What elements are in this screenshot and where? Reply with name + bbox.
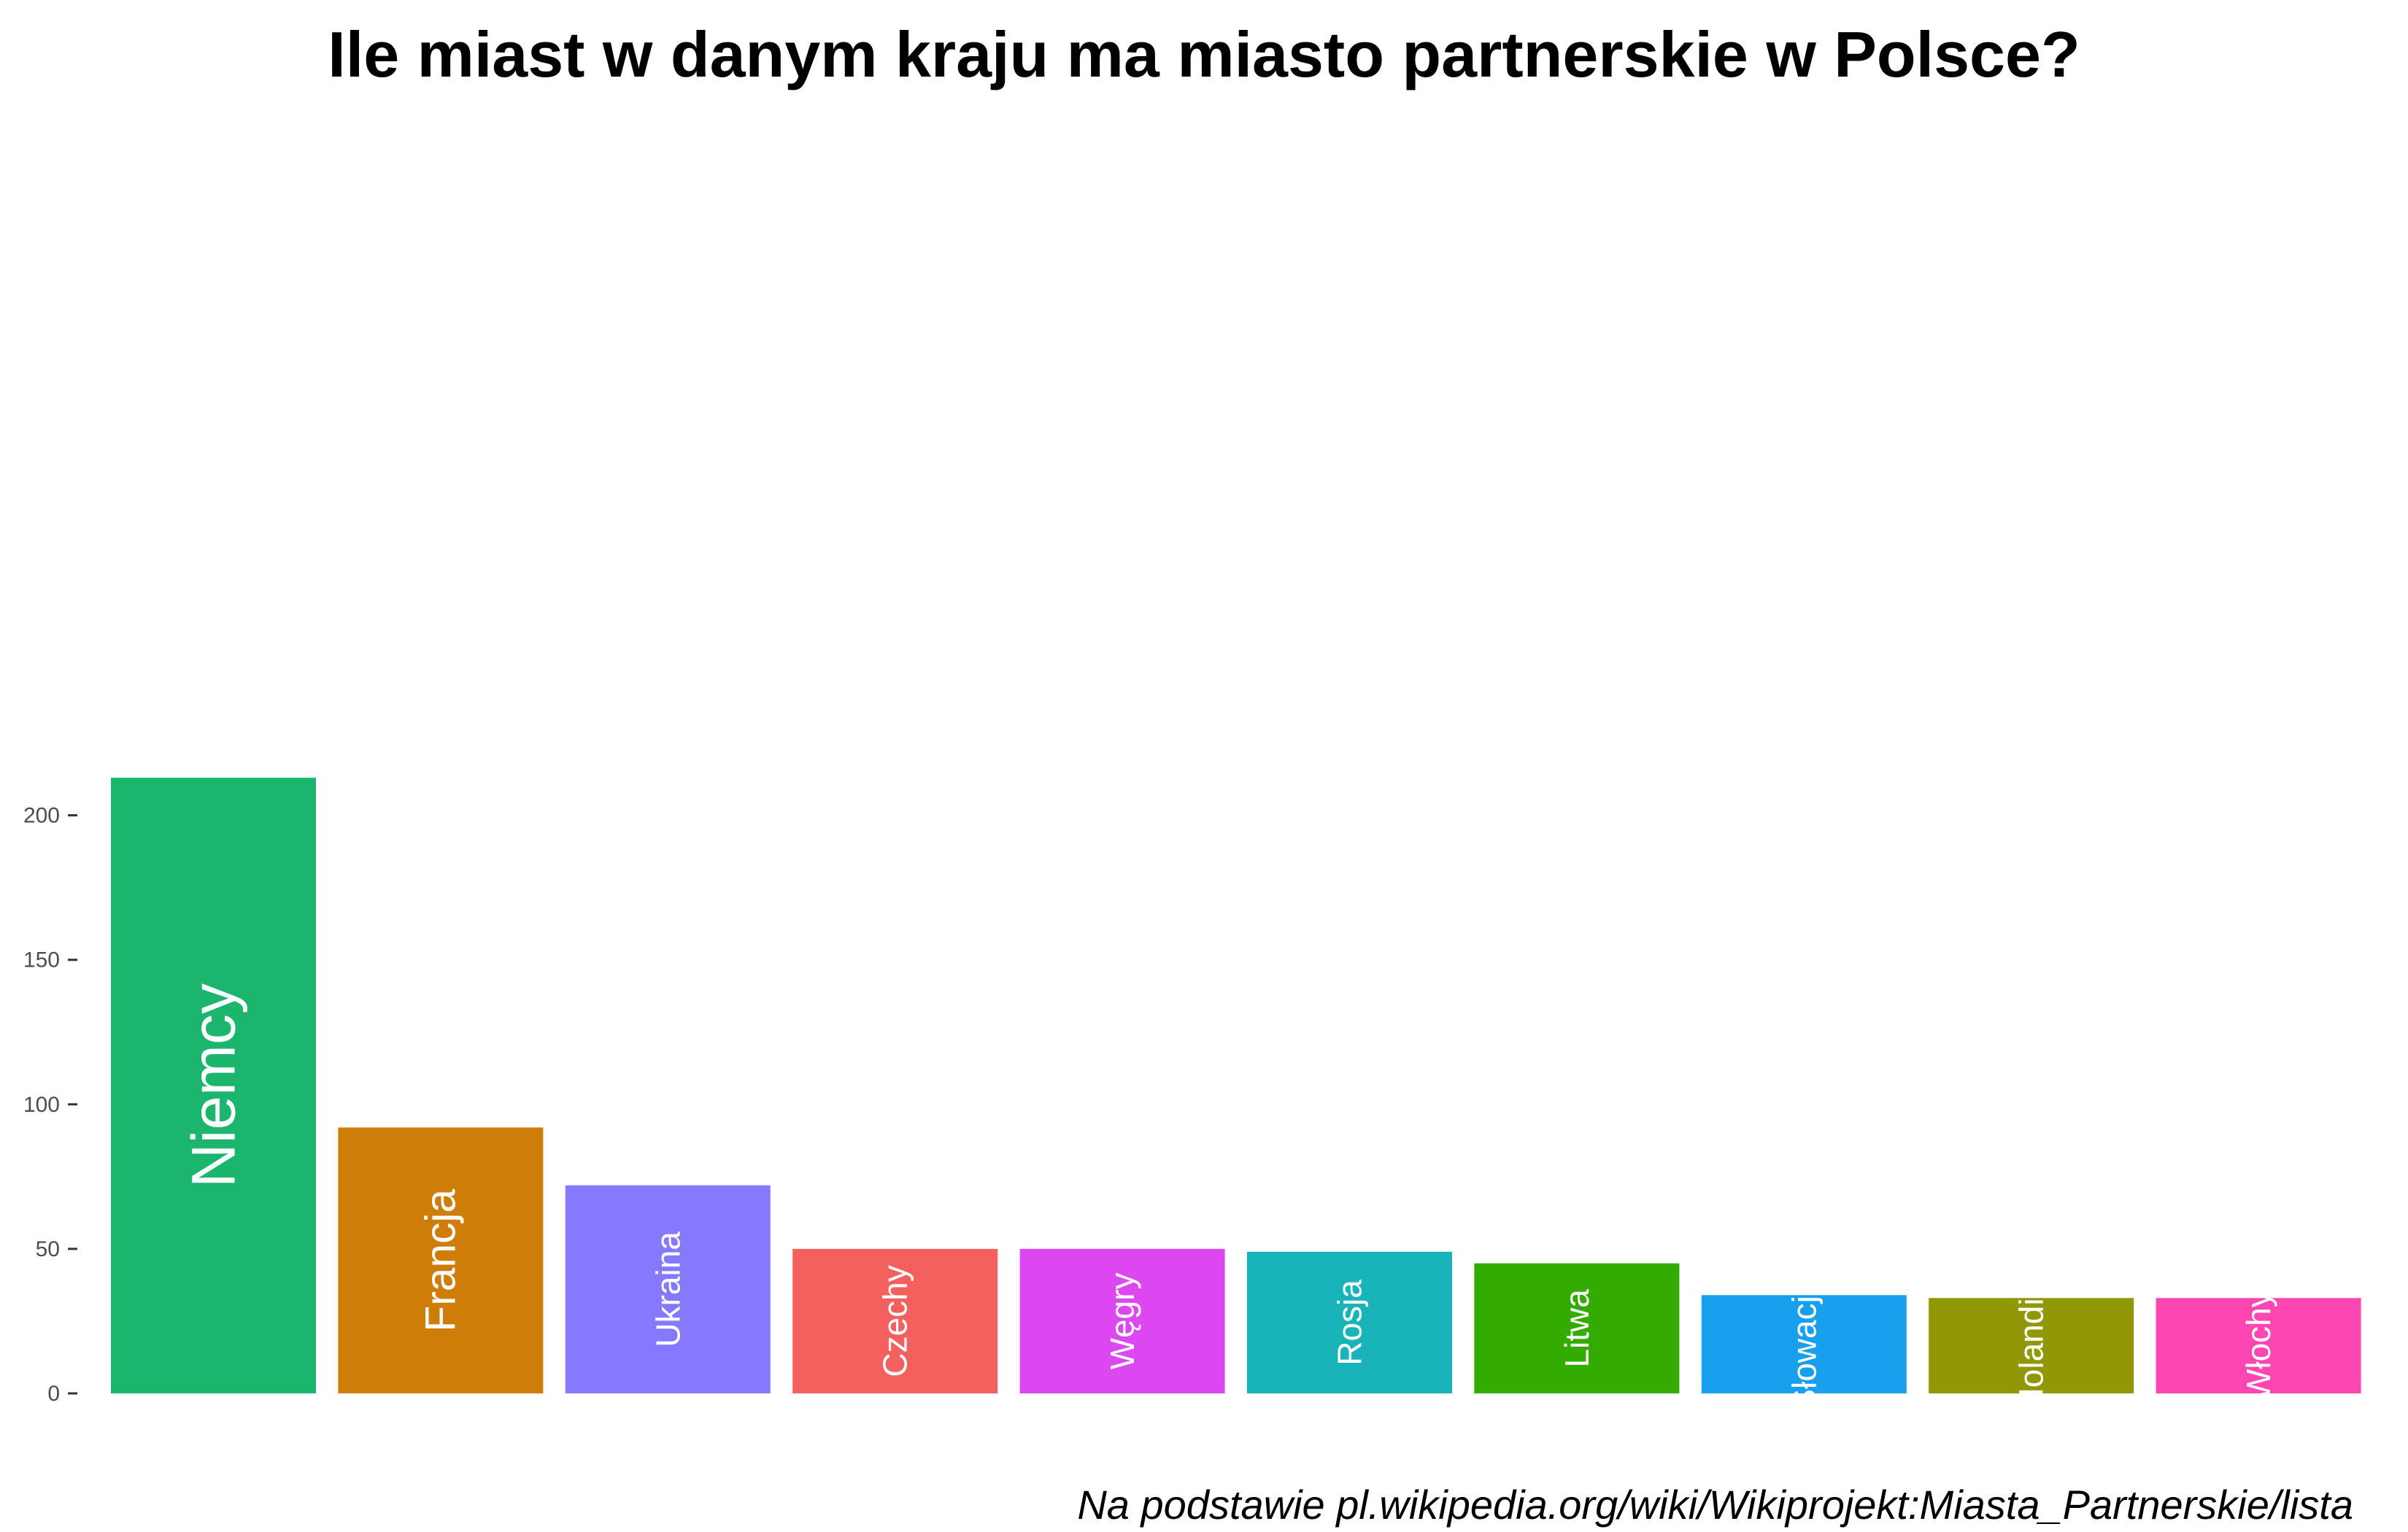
y-axis bbox=[23, 804, 77, 1406]
y-tick-label: 200 bbox=[23, 803, 60, 828]
y-tick-label: 150 bbox=[23, 948, 60, 972]
bar-label-litwa: Litwa bbox=[1557, 1289, 1596, 1368]
chart-caption: Na podstawie pl.wikipedia.org/wiki/Wikiprojekt:Miasta_Partnerskie/lista bbox=[1077, 1482, 2353, 1528]
bar-label-węgry: Węgry bbox=[1103, 1272, 1142, 1370]
bar-label-czechy: Czechy bbox=[876, 1265, 914, 1377]
bar-label-ukraina: Ukraina bbox=[649, 1231, 687, 1347]
bar-label-słowacja: Słowacja bbox=[1785, 1277, 1824, 1412]
bar-label-włochy: Włochy bbox=[2239, 1291, 2278, 1401]
bar-label-francja: Francja bbox=[417, 1188, 465, 1332]
bar-label-rosja: Rosja bbox=[1330, 1280, 1369, 1366]
bar-label-holandia: Holandia bbox=[2012, 1279, 2050, 1412]
y-tick-label: 50 bbox=[35, 1237, 60, 1261]
bar-label-niemcy: Niemcy bbox=[179, 983, 248, 1188]
chart-title: Ile miast w danym kraju ma miasto partnerskie w Polsce? bbox=[328, 18, 2080, 90]
y-tick-label: 0 bbox=[47, 1382, 60, 1406]
y-tick-label: 100 bbox=[23, 1092, 60, 1117]
